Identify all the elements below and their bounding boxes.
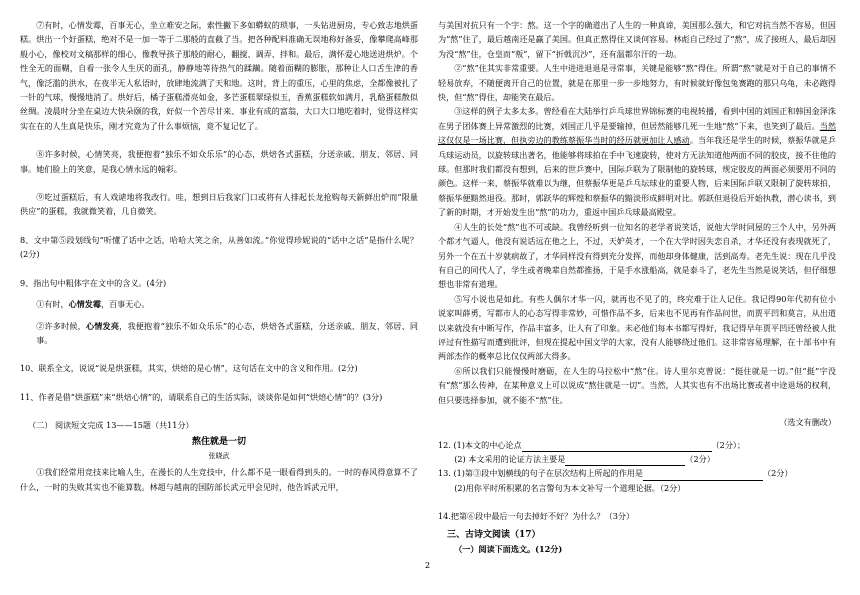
q12-score: （2分）； xyxy=(711,439,746,450)
article-paragraph-4: ④人生的长处“熬”也不可或缺。我曾经听到一位知名的老学者说笑话，说他大学时同屋的三个人中，另外两个都才气逼人，他没有说话远在他之上，不过，天妒英才，一个在大学时因失恋自杀，才华还没有表现就死了，另外一个在五十岁就病故了，才华同样没有得到充分发挥，而他却身体健康，活到高寿。老先生说：现在几乎没有自己的同代人了，学生或者晚辈自然都推扬，于是手水涨船高，就是泰斗了，老先生当然是说笑话，但仔细想想也非常有道理。 xyxy=(438,221,836,290)
article-paragraph-1-continued: 与美国对抗只有一个字：熬。这一个字的确道出了人生的一种真谛，美国那么强大，和它对抗当然不容易，但因为“熬”住了，最后越南还是赢了美国。但真正熬得住又谈何容易。林彪自己经过了“熬”，成了接班人，最后却因为没“熬”住，仓皇而“叛”，留下“折戟沉沙”，还有温都尔汗的一劫。 xyxy=(438,20,836,59)
question-13-part-2: (2)用你平时所积累的名言警句为本文补写一个道理论据。（2分） xyxy=(454,482,686,493)
article-paragraph-6: ⑥所以我们只能慢慢时磨砺，在人生的马拉松中“熬”住。诗人里尔克曾说：“挺住就是一切。”但“挺”字没有“熬”那么传神，在某种意义上可以说成“熬住就是一切”。当然，人其实也有不出场比赛或者中途退场的权利，但只要选择参加，就不能不“熬”住。 xyxy=(438,365,836,405)
question-11: 11、作者是借“烘蛋糕”来“烘焙心情”的，请联系自己的生活实际，谈谈你是如何“烘焙心情”的？(3分) xyxy=(20,391,383,402)
q9b-bold-phrase: 心情发亮 xyxy=(85,320,120,331)
article-source-note: （选文有删改） xyxy=(779,417,836,428)
q13-answer-blank[interactable] xyxy=(643,470,763,481)
q12b-label: (2) 本文采用的论证方法主要是 xyxy=(454,453,566,464)
q13-label: 13. (1)第③段中划横线的句子在层次结构上所起的作用是 xyxy=(438,468,643,479)
a3-underlined-sentence: 当然这仅仅是一场比赛，但执旁边的教练蔡振华当时的经历就更加让人感动 xyxy=(438,120,836,146)
article-title: 熬住就是一切 xyxy=(191,436,246,447)
question-9-item-1 xyxy=(20,297,418,311)
question-13 xyxy=(438,466,836,480)
q12-label: 12. (1)本文的中心论点 xyxy=(438,439,522,450)
a3-text-start: ③这样的例子太多太多。曾经看在大陆举行乒乓球世界锦标赛的电视转播，看到中国的刘国正和韩国金泽洙在男子团体赛上异常激烈的比赛，刘国正几乎是要输掉，但居然能够几死一生地“熬”下来，也笑到了最后。 xyxy=(438,106,836,131)
section-3-subheading: （一）阅读下面选文。(12分) xyxy=(454,544,563,554)
article-author: 张晓武 xyxy=(208,451,230,460)
q13-score: （2分） xyxy=(762,468,793,479)
paragraph-8: ⑧许多时候，心情笑亮，我便抱着“独乐不如众乐乐”的心态，烘焙各式蛋糕，分送亲戚、朋友、邻居、同事。她们脸上的笑意，是我心情永远的翰彩。 xyxy=(20,149,418,174)
left-column xyxy=(20,18,418,494)
page-number: 2 xyxy=(425,561,431,570)
q12-answer-blank[interactable] xyxy=(522,441,712,452)
question-10: 10、联系全文，说说“说是烘蛋糕，其实，烘焙的是心情”，这句话在文中的含义和作用。(2分) xyxy=(20,363,358,374)
q9a-bold-phrase: 心情发霉 xyxy=(68,299,101,310)
question-14: 14.把第⑥段中最后一句去掉好不好？为什么？（3分） xyxy=(438,511,635,522)
q9b-prefix: ②许多时候， xyxy=(36,320,86,331)
q9a-prefix: ①有时， xyxy=(36,299,69,310)
question-9: 9、指出句中粗体字在文中的含义。(4分) xyxy=(20,277,167,288)
question-9-item-2 xyxy=(20,319,418,348)
question-8: 8、文中第⑤段划线句“听懂了话中之话，哈哈大笑之余，从善如流。”你觉得珍妮说的“话中之话”是指什么呢？(2分) xyxy=(20,234,418,260)
q9b-suffix: ，我便抱着“独乐不如众乐乐”的心态，烘焙各式蛋糕，分送亲戚、朋友、邻居、同事。 xyxy=(36,320,418,345)
article-paragraph-3 xyxy=(438,104,836,219)
paragraph-7: ⑦有时，心情发霉，百事无心，坐立难安之际，索性撇下多如蟒蚁的琐事，一头钻进厨房，专心致志地烘蛋糕。烘出一个好蛋糕，绝对不是一加一等于二那般的直截了当。把各种配料准确无误地称好备妥，像攀爬高峰那般小心，像校对文稿那样的细心，像教导孩子那般的耐心，翻搅、调弄、拌和。最后，满怀爱心地送进烘炉。个性全无的面糊，自看一张令人生厌的面孔，静静地等待热气的蹂躏。随着面糊的膨胀，那种让人口舌生津的香气，像泛滥的洪水，在夜半无人私语时，放肆地流满了天和地。这时，背上的重压，心里的焦虑，全都像被扎了一针的气球，慢慢地消了。烘好后，橘子蛋糕滑亮如金，多芒蛋糕翠绿似玉，香蕉蛋糕软如满月，乳酪蛋糕散似丝绸。凌晨时分坐在桌边大快朵颐的我，好似一个苦尽甘来、事业有成的富翁，大口大口地吃着时，觉得这样实实在在的人生真是快乐，刚才究竟为了什么事烦恼，竟不复记忆了。 xyxy=(20,20,418,131)
a3-text-end: 。当年我还是学生的时候，蔡振华就是乒乓球运动员，以旋转球出著名，他能够将球拍在手中飞速旋转，使对方无法知道他两面不同的胶皮，接不住他的球。但那时我们都没有想到，后来的世乒赛中，国际乒联为了限制他的旋转球，规定胶皮的两面必须要用不同的颜色。这样一来，蔡振华就难以为继，但蔡振华更是乒乓坛球业的重要人物，后来国际乒联又限制了旋转球拍，蔡振华便黯然退役。那时，郭跃华的辉煌和蔡振华的黯淡形成鲜明对比。郭跃但退役后开始执教，潜心读书，到了新的时期，才开始发生出“熬”的功力，重返中国乒乓球最高殿堂。 xyxy=(438,135,836,218)
q12b-score: （2分） xyxy=(685,453,715,464)
paragraph-9: ⑨吃过蛋糕后，有人戏谑地将我改行。哇，想到日后我家门口或将有人排起长龙抢购每天新鲜出炉而“限量供应”的蛋糕，我就微笑着，几自微笑。 xyxy=(20,192,418,217)
article-paragraph-5: ⑤写小说也是如此。有些人偶尔才华一闪，就再也不见了的，终究难于让人记住。我记得90年代初有位小说家叫薛勇，写都市人的心态写得非常妙，可惜作品不多，后来也不见再有作品问世，而贾平凹和莫言，从出道以来就没有中断写作，作品丰富多，让人有了印象。未必他们每本书都写得好，我记得早年贾平凹还曾经被人批评过有性描写而遭到批评，但现在提起中国文学的大家，没有人能够绕过他们。这非常容易理解，在十部书中有两部杰作的概率总比仅仅两部大得多。 xyxy=(438,293,836,362)
question-12 xyxy=(438,438,836,452)
section-3-heading: 三、古诗文阅读（17） xyxy=(447,529,541,540)
question-12-part-2 xyxy=(438,452,836,466)
right-column xyxy=(438,18,836,556)
q12b-answer-blank[interactable] xyxy=(565,455,685,466)
article-paragraph-2: ②“熬”住其实非常重要。人生中进进退退是寻常事，关键是能够“熬”得住。所谓“熬”就是对于自己的事情不轻易放弃，不随便离开自己的位置，就是在那里一步一步地努力，有时候就好像包兔赛跑的那只乌龟，未必跑得快，但“熬”得住，却能笑在最后。 xyxy=(438,63,836,103)
q9a-suffix: ，百事无心。 xyxy=(100,299,150,310)
section-2-heading: （二） 阅读短文完成 13——15题（共11分） xyxy=(28,420,194,431)
article-paragraph-1: ①我们经常用竞技来比喻人生，在漫长的人生竞技中，什么都不是一眼看得到头的。一时的春风得意算不了什么，一时的失败其实也不能算数。林超与越南的国防部长武元甲会见时，他告诉武元甲， xyxy=(20,467,418,492)
